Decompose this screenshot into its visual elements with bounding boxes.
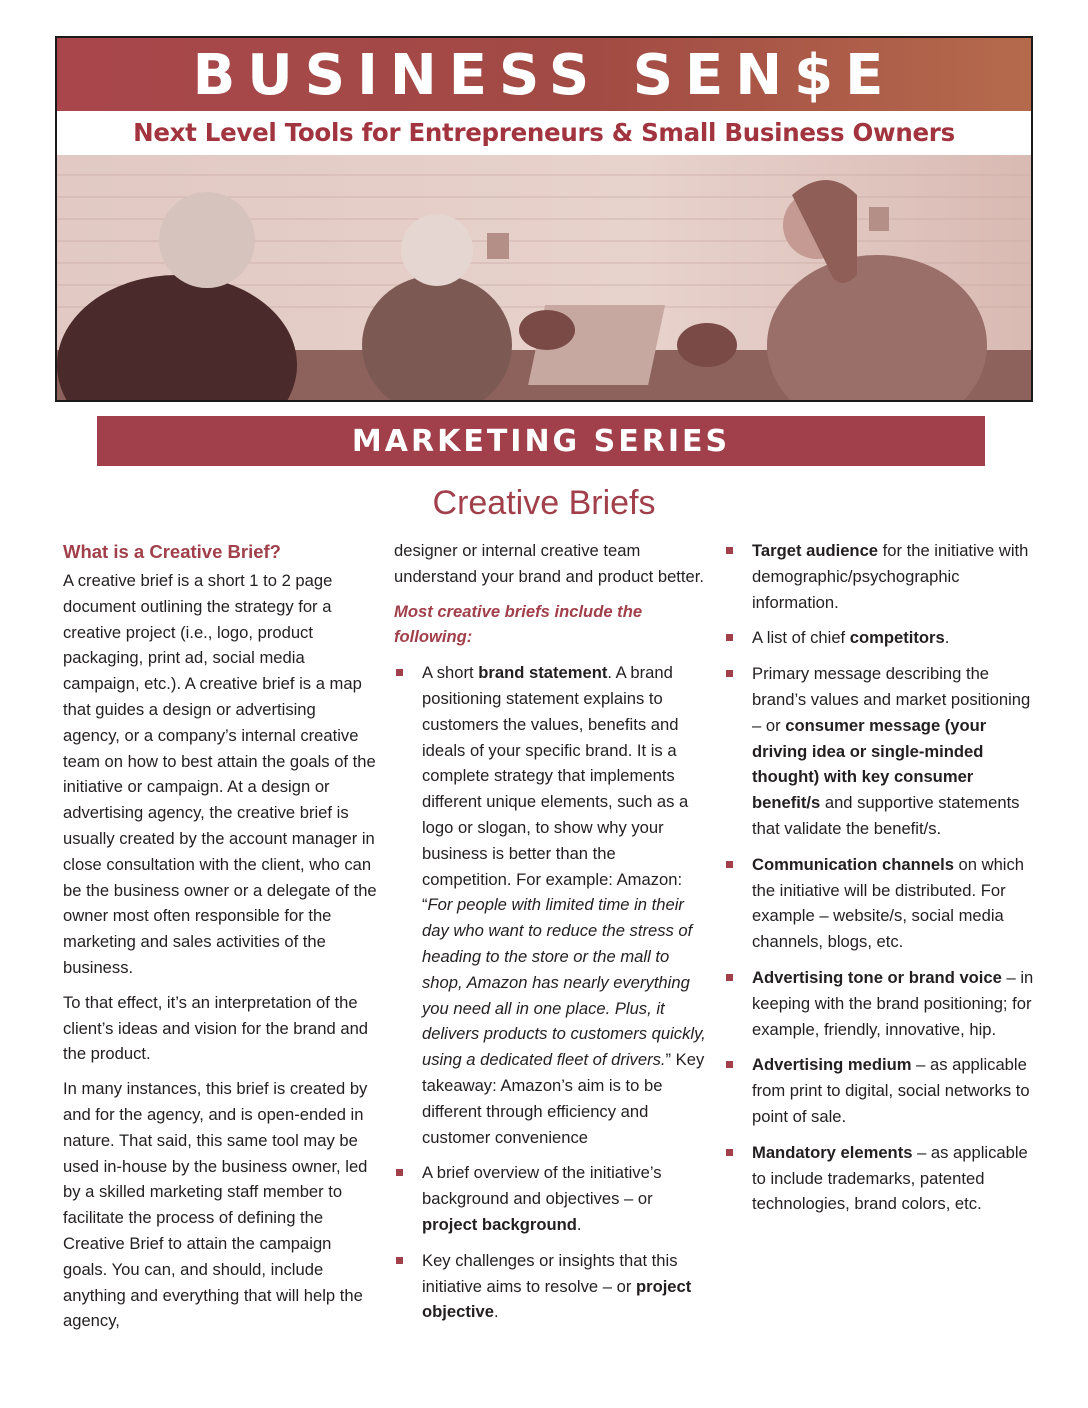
bold-text: Advertising medium — [752, 1055, 912, 1075]
italic-quote: For people with limited time in their day who want to reduce the stress of heading to the store or the mall to shop, Amazon has nearly everything you need all in one place. Plus, it delivers products to customers quickly, using a dedicated fleet of drivers. — [422, 895, 706, 1070]
bullet-icon — [726, 547, 733, 554]
header-photo — [57, 155, 1031, 402]
bold-text: Communication channels — [752, 854, 954, 874]
list-item — [724, 852, 1044, 955]
bullet-icon — [726, 1149, 733, 1156]
meeting-photo-illustration — [57, 155, 1031, 402]
list-item — [724, 625, 1044, 651]
series-label: MARKETING SERIES — [351, 423, 731, 459]
text: A list of chief — [752, 628, 850, 648]
list-item — [394, 660, 708, 1150]
section-heading: What is a Creative Brief? — [63, 541, 281, 562]
list-item — [394, 1248, 708, 1325]
text: . A brand positioning statement explains to customers the values, benefits and ideals of your specific brand. It is a complete strategy that implements different unique elements, such as a logo or slogan, to show why your business is better than the competition. For example: Amazon: “ — [422, 663, 689, 915]
paragraph-continuation: designer or internal creative team understand your brand and product better. — [394, 541, 704, 586]
bold-text: Target audience — [752, 541, 879, 560]
list-item — [724, 965, 1044, 1042]
column-1 — [63, 538, 377, 1343]
bullet-icon — [396, 1257, 403, 1264]
bold-text: competitors — [849, 628, 945, 648]
bold-text: Advertising tone or brand voice — [752, 967, 1002, 987]
text: A brief overview of the initiative’s background and objectives – or — [422, 1163, 662, 1209]
bullet-icon — [726, 974, 733, 981]
text: Primary message describing the brand’s values and market positioning – or — [752, 664, 1031, 735]
text: . — [944, 628, 950, 648]
header-banner — [55, 36, 1033, 402]
list-item — [724, 538, 1044, 615]
text: – as applicable to include trademarks, patented technologies, brand colors, etc. — [752, 1142, 1028, 1214]
column-3 — [724, 538, 1044, 1227]
paragraph-interpretation: To that effect, it’s an interpretation of the client’s ideas and vision for the brand and the product. — [63, 992, 369, 1064]
tagline: Next Level Tools for Entrepreneurs & Small Business Owners — [133, 118, 955, 147]
bullet-icon — [726, 861, 733, 868]
bold-text: project background — [422, 1214, 577, 1234]
column-2 — [394, 538, 708, 1335]
text: on which the initiative will be distributed. For example – website/s, social media channels, blogs, etc. — [752, 854, 1025, 952]
bold-text: consumer message (your driving idea or single-minded thought) with key consumer benefit/s — [752, 715, 987, 813]
text: A short — [422, 663, 479, 683]
bullet-icon — [726, 634, 733, 641]
bold-text: brand statement — [478, 663, 608, 683]
document-title: Creative Briefs — [432, 484, 656, 522]
bullet-icon — [396, 669, 403, 676]
bullet-list-2 — [724, 538, 1044, 1217]
bold-text: Mandatory elements — [752, 1142, 913, 1162]
text: – as applicable from print to digital, social networks to point of sale. — [752, 1055, 1030, 1126]
sub-heading: Most creative briefs include the following: — [394, 601, 643, 647]
text: Key challenges or insights that this initiative aims to resolve – or — [422, 1250, 678, 1296]
publication-title: BUSINESS SEN$E — [192, 42, 896, 108]
bullet-icon — [726, 1061, 733, 1068]
series-banner — [97, 416, 985, 466]
paragraph-definition: A creative brief is a short 1 to 2 page document outlining the strategy for a creative project (i.e., logo, product packaging, print ad, social media campaign, etc.). A creative brief is a map that guides a design or advertising agency, or a company’s internal creative team on how to best attain the goals of the initiative or campaign. At a design or advertising agency, the creative brief is usually created by the account manager in close consultation with the client, who can be the business owner or a delegate of the owner most often responsible for the marketing and sales activities of the business. — [63, 571, 377, 977]
bold-text: project objective — [422, 1276, 692, 1322]
list-item — [724, 1140, 1044, 1217]
list-item — [394, 1160, 708, 1237]
text: . — [493, 1302, 499, 1322]
list-item — [724, 661, 1044, 842]
text: ” Key takeaway: Amazon’s aim is to be different through efficiency and customer convenience — [422, 1050, 705, 1147]
list-item — [724, 1052, 1044, 1129]
text: and supportive statements that validate the benefit/s. — [752, 793, 1020, 838]
bullet-icon — [396, 1169, 403, 1176]
title-band — [57, 38, 1031, 111]
bullet-list-1 — [394, 660, 708, 1325]
text: for the initiative with demographic/psychographic information. — [752, 541, 1029, 612]
text: – in keeping with the brand positioning; for example, friendly, innovative, hip. — [752, 967, 1034, 1039]
text: . — [576, 1214, 582, 1234]
paragraph-instances: In many instances, this brief is created by and for the agency, and is open-ended in nature. That said, this same tool may be used in-house by the business owner, led by a skilled marketing staff member to facilitate the process of defining the Creative Brief to attain the campaign goals. You can, and should, include anything and everything that will help the agency, — [63, 1079, 368, 1331]
bullet-icon — [726, 670, 733, 677]
